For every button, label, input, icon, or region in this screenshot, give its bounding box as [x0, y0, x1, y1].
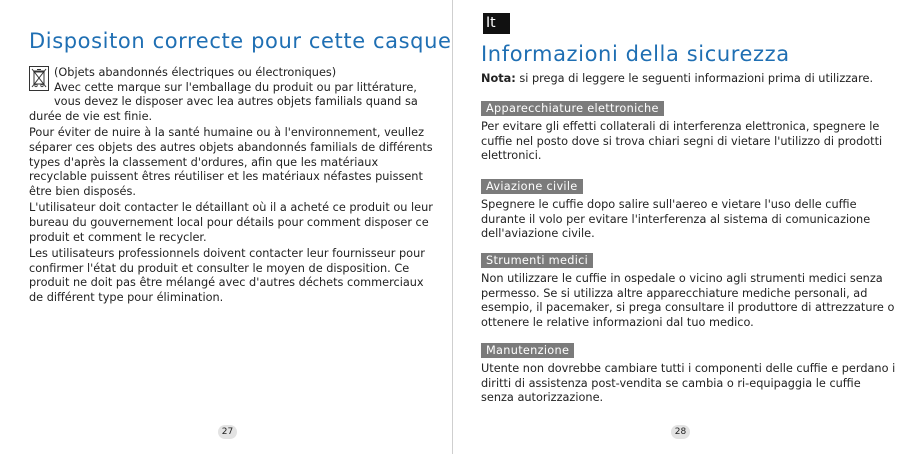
crossed-out-wheelie-bin-icon: [29, 66, 49, 91]
disposal-body: [29, 66, 434, 308]
right-page: [454, 0, 907, 454]
paragraph-contact-retailer: L'utilisateur doit contacter le détaillant où il a acheté ce produit ou leur bureau du gouvernement local pour détails pour comment disposer ce produit et comment le recycler.: [29, 201, 433, 244]
note-label: Nota:: [481, 72, 516, 85]
page-title: Dispositon correcte pour cette casque: [29, 29, 452, 53]
section-label: Apparecchiature elettroniche: [481, 101, 664, 116]
bin-line-4: durée de vie est finie.: [29, 109, 153, 123]
page-number: 28: [671, 425, 690, 439]
section-electronic-equipment: [481, 97, 896, 164]
weee-notice: [29, 66, 434, 110]
section-maintenance: [481, 339, 896, 406]
note-text: si prega di leggere le seguenti informazioni prima di utilizzare.: [515, 72, 874, 85]
page-title: Informazioni della sicurezza: [481, 42, 790, 66]
bin-line-1: (Objets abandonnés électriques ou électroniques): [54, 66, 337, 79]
section-label: Aviazione civile: [481, 179, 583, 194]
section-text: Spegnere le cuffie dopo salire sull'aereo e vietare l'uso delle cuffie durante il volo per evitare l'interferenza al sistema di comunicazione dell'aviazione civile.: [481, 198, 871, 241]
section-label: Manutenzione: [481, 343, 574, 358]
bin-line-2: Avec cette marque sur l'emballage du produit ou par littérature,: [54, 80, 417, 94]
left-page: [0, 0, 453, 454]
paragraph-separation: Pour éviter de nuire à la santé humaine ou à l'environnement, veullez séparer ces objets des autres objets abandonnés familials de différents types d'après la classement d'ordures, afin que les matériaux recyclable puissent êtres réutiliser et les matériaux néfastes puissent être bien disposés.: [29, 126, 433, 198]
bin-line-3: vous devez le disposer avec lea autres objets familials quand sa: [54, 95, 418, 109]
paragraph-professional-users: Les utilisateurs professionnels doivent contacter leur fournisseur pour confirmer l'état du produit et consulter le moyen de disposition. Ce produit ne doit pas être mélangé avec d'autres déchets commerciaux de différent type pour élimination.: [29, 247, 425, 304]
page-number: 27: [218, 425, 237, 439]
language-tag: It: [483, 13, 510, 34]
section-text: Non utilizzare le cuffie in ospedale o vicino agli strumenti medici senza permesso. Se si utilizza altre apparecchiature mediche personali, ad esempio, il pacemaker, si prega consultare il produttore di attrezzature o ottenere le relative informazioni dal tuo medico.: [481, 272, 895, 329]
section-text: Per evitare gli effetti collaterali di interferenza elettronica, spegnere le cuffie nel posto dove si trova chiari segni di vietare l'utilizzo di prodotti elettronici.: [481, 120, 883, 163]
section-text: Utente non dovrebbe cambiare tutti i componenti delle cuffie e perdano i diritti di assistenza post-vendita se cambia o ri-equipaggia le cuffie senza autorizzazione.: [481, 362, 896, 405]
section-medical-instruments: [481, 249, 896, 330]
section-label: Strumenti medici: [481, 253, 593, 268]
section-civil-aviation: [481, 175, 896, 242]
note-line: [481, 72, 891, 87]
